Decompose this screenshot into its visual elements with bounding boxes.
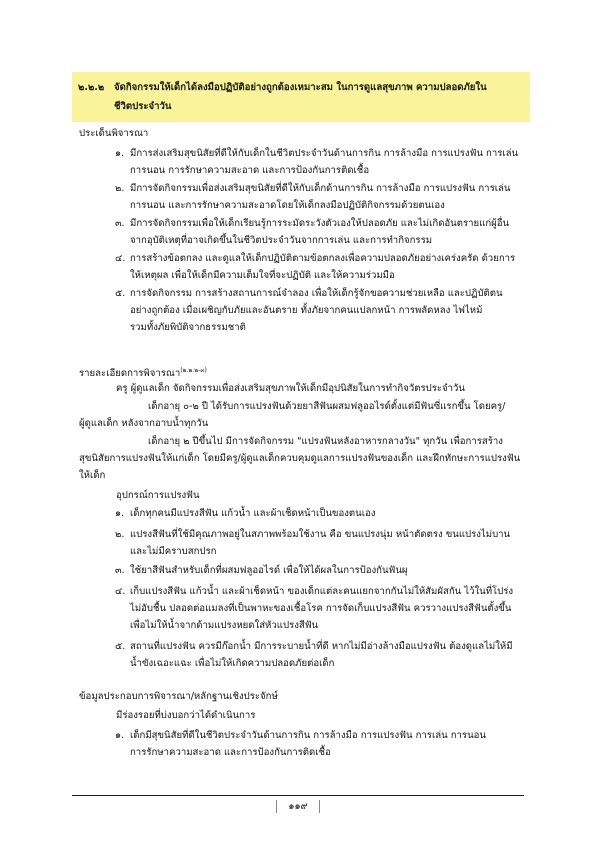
consideration-line: รวมทั้งภัยพิบัติจากธรรมชาติ xyxy=(130,322,246,333)
paragraph-line: ผู้ดูแลเด็ก หลังจากอาบน้ำทุกวัน xyxy=(79,418,209,429)
evidence-number: ๑. xyxy=(115,730,125,741)
details-title xyxy=(79,363,207,381)
page-number: ๑๑๙ xyxy=(288,801,308,812)
consideration-number: ๒. xyxy=(115,183,125,194)
considerations-title: ประเด็นพิจารณา xyxy=(79,128,149,139)
section-heading-line-1 xyxy=(78,78,522,97)
section-heading-text-2: ชีวิตประจำวัน xyxy=(114,101,172,112)
paragraph-line: สุขนิสัยการแปรงฟันให้แก่เด็ก โดยมีครู/ผู้ดูแลเด็กควบคุมดูแลการแปรงฟันของเด็ก และฝึกทักษะการแปรงฟัน xyxy=(79,453,521,464)
equipment-title: อุปกรณ์การแปรงฟัน xyxy=(116,490,200,501)
evidence-subtitle: มีร่องรอยที่บ่งบอกว่าได้ดำเนินการ xyxy=(116,710,256,721)
consideration-number: ๕. xyxy=(115,288,126,299)
section-heading xyxy=(72,72,530,122)
consideration-line: มีการจัดกิจกรรมเพื่อส่งเสริมสุขนิสัยที่ดีให้กับเด็กด้านการกิน การล้างมือ การแปรงฟัน การเล่น xyxy=(130,183,511,194)
paragraph-line: ให้เด็ก xyxy=(79,470,106,481)
page-number-left-bar xyxy=(276,800,277,813)
teacher-line: ครู ผู้ดูแลเด็ก จัดกิจกรรมเพื่อส่งเสริมสุขภาพให้เด็กมีอุปนิสัยในการทำกิจวัตรประจำวัน xyxy=(116,383,465,394)
equipment-number: ๒. xyxy=(115,529,125,540)
page-number-right-bar xyxy=(319,800,320,813)
consideration-number: ๔. xyxy=(115,253,126,264)
equipment-line: และไม่มีคราบสกปรก xyxy=(130,546,217,557)
section-number: ๒.๒.๒ xyxy=(78,82,105,93)
equipment-line: แปรงสีฟันที่ใช้มีคุณภาพอยู่ในสภาพพร้อมใช้งาน คือ ขนแปรงนุ่ม หน้าตัดตรง ขนแปรงไม่บาน xyxy=(130,529,511,540)
equipment-line: เก็บแปรงสีฟัน แก้วน้ำ และผ้าเช็ดหน้า ของเด็กแต่ละคนแยกจากกันไม่ให้สัมผัสกัน ไว้ในที่โปร่ง xyxy=(130,586,514,597)
paragraph-line: เด็กอายุ ๒ ปีขึ้นไป มีการจัดกิจกรรม "แปรงฟันหลังอาหารกลางวัน" ทุกวัน เพื่อการสร้าง xyxy=(148,436,503,447)
equipment-line: ไม่อับชื้น ปลอดต่อแมลงที่เป็นพาหะของเชื้อโรค การจัดเก็บแปรงสีฟัน ควรวางแปรงสีฟันตั้งขึ้น xyxy=(130,603,512,614)
footer-rule xyxy=(72,795,524,796)
evidence-line: เด็กมีสุขนิสัยที่ดีในชีวิตประจำวันด้านการกิน การล้างมือ การแปรงฟัน การเล่น การนอน xyxy=(130,730,486,741)
equipment-line: น้ำขังเฉอะแฉะ เพื่อไม่ให้เกิดความปลอดภัยต่อเด็ก xyxy=(130,658,335,669)
consideration-line: ให้เหตุผล เพื่อให้เด็กมีความเต็มใจที่จะปฏิบัติ และให้ความร่วมมือ xyxy=(130,270,395,281)
consideration-number: ๑. xyxy=(115,148,125,159)
consideration-number: ๓. xyxy=(115,218,125,229)
equipment-number: ๑. xyxy=(115,508,125,519)
consideration-line: การจัดกิจกรรม การสร้างสถานการณ์จำลอง เพื่อให้เด็กรู้จักขอความช่วยเหลือ และปฏิบัติตน xyxy=(130,288,503,299)
consideration-line: มีการจัดกิจกรรมเพื่อให้เด็กเรียนรู้การระมัดระวังตัวเองให้ปลอดภัย และไม่เกิดอันตรายแก่ผู้อื่น xyxy=(130,218,510,229)
consideration-line: การนอน และการรักษาความสะอาดโดยให้เด็กลงมือปฏิบัติกิจกรรมด้วยตนเอง xyxy=(130,200,445,211)
consideration-line: การสร้างข้อตกลง และดูแลให้เด็กปฏิบัติตามข้อตกลงเพื่อความปลอดภัยอย่างเคร่งครัด ด้วยการ xyxy=(130,253,516,264)
equipment-number: ๕. xyxy=(115,641,126,652)
equipment-number: ๓. xyxy=(115,565,125,576)
equipment-line: ใช้ยาสีฟันสำหรับเด็กที่ผสมฟลูออไรด์ เพื่อให้ได้ผลในการป้องกันฟันผุ xyxy=(130,565,408,576)
equipment-line: สถานที่แปรงฟัน ควรมีก๊อกน้ำ มีการระบายน้ำที่ดี หากไม่มีอ่างล้างมือแปรงฟัน ต้องดูแลไม่ให้มี xyxy=(130,641,513,652)
consideration-line: อย่างถูกต้อง เมื่อเผชิญกับภัยและอันตราย ทั้งภัยจากคนแปลกหน้า การพลัดหลง ไฟไหม้ xyxy=(130,305,483,316)
equipment-number: ๔. xyxy=(115,586,126,597)
consideration-line: จากอุบัติเหตุที่อาจเกิดขึ้นในชีวิตประจำวันจากการเล่น และการทำกิจกรรม xyxy=(130,235,433,246)
details-title-text: รายละเอียดการพิจารณา xyxy=(79,368,181,380)
consideration-line: การนอน การรักษาความสะอาด และการป้องกันการติดเชื้อ xyxy=(130,165,370,176)
section-heading-text-1: จัดกิจกรรมให้เด็กได้ลงมือปฏิบัติอย่างถูกต้องเหมาะสม ในการดูแลสุขภาพ ความปลอดภัยใน xyxy=(114,82,487,93)
equipment-line: เด็กทุกคนมีแปรงสีฟัน แก้วน้ำ และผ้าเช็ดหน้าเป็นของตนเอง xyxy=(130,508,376,519)
paragraph-line: เด็กอายุ ๐-๒ ปี ได้รับการแปรงฟันด้วยยาสีฟันผสมฟลูออไรด์ตั้งแต่มีฟันซี่แรกขึ้น โดยครู/ xyxy=(148,401,506,412)
details-title-reference: (๒.๒.๒-๓) xyxy=(180,367,207,374)
evidence-line: การรักษาความสะอาด และการป้องกันการติดเชื้อ xyxy=(130,747,331,758)
consideration-line: มีการส่งเสริมสุขนิสัยที่ดีให้กับเด็กในชีวิตประจำวันด้านการกิน การล้างมือ การแปรงฟัน การเล่น xyxy=(130,148,519,159)
evidence-title: ข้อมูลประกอบการพิจารณา/หลักฐานเชิงประจักษ์ xyxy=(79,691,278,702)
equipment-line: เพื่อไม่ให้น้ำจากด้ามแปรงหยดใส่หัวแปรงสีฟัน xyxy=(130,620,319,631)
